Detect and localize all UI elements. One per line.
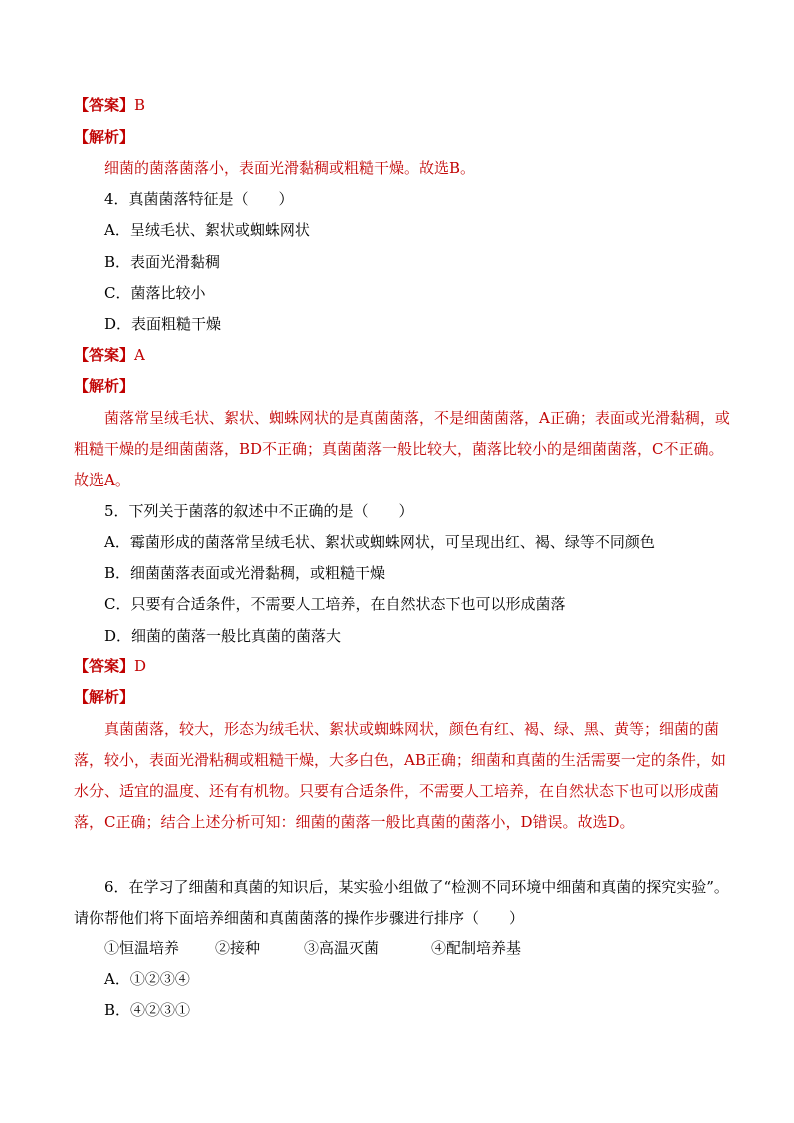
analysis-label: 【解析】 [74, 688, 135, 706]
q5-answer [74, 655, 146, 677]
q4-stem: 4．真菌菌落特征是（ ） [104, 190, 294, 208]
q5-option-c: C．只要有合适条件，不需要人工培养，在自然状态下也可以形成菌落 [104, 595, 566, 613]
q5-analysis-label [74, 686, 134, 708]
q5-option-b: B．细菌菌落表面或光滑黏稠，或粗糙干燥 [104, 564, 386, 582]
analysis-label: 【解析】 [74, 128, 135, 146]
q6-step-3: ③高温灭菌 [304, 939, 380, 957]
answer-label: 【答案】 [74, 96, 135, 114]
q4-option-d: D．表面粗糙干燥 [104, 315, 222, 333]
q6-option-b: B．④②③① [104, 1001, 191, 1019]
q4-option-c: C．菌落比较小 [104, 284, 206, 302]
q6-step-1: ①恒温培养 [104, 939, 180, 957]
q4-analysis-text: 菌落常呈绒毛状、絮状、蜘蛛网状的是真菌菌落，不是细菌菌落，A正确；表面或光滑黏稠，或粗糙干燥的是细菌菌落，BD不正确；真菌菌落一般比较大，菌落比较小的是细菌菌落，C不正确。故选A。 [74, 409, 730, 489]
q6-stem: 6．在学习了细菌和真菌的知识后，某实验小组做了“检测不同环境中细菌和真菌的探究实验”。请你帮他们将下面培养细菌和真菌菌落的操作步骤进行排序（ ） [74, 878, 729, 927]
q5-option-a: A．霉菌形成的菌落常呈绒毛状、絮状或蜘蛛网状，可呈现出红、褐、绿等不同颜色 [104, 533, 655, 551]
analysis-label: 【解析】 [74, 377, 135, 395]
answer-value: D [134, 657, 147, 675]
q6-option-a: A．①②③④ [104, 970, 190, 988]
q6-steps [104, 937, 521, 959]
q5-analysis-text: 真菌菌落，较大，形态为绒毛状、絮状或蜘蛛网状，颜色有红、褐、绿、黑、黄等；细菌的菌落，较小，表面光滑粘稠或粗糙干燥，大多白色，AB正确；细菌和真菌的生活需要一定的条件，如水分、适宜的温度、还有有机物。只要有合适条件，不需要人工培养，在自然状态下也可以形成菌落，C正确；结合上述分析可知：细菌的菌落一般比真菌的菌落小，D错误。故选D。 [74, 720, 726, 831]
answer-label: 【答案】 [74, 657, 135, 675]
q6-step-4: ④配制培养基 [431, 939, 522, 957]
q6-step-2: ②接种 [215, 939, 261, 957]
answer-value: A [134, 346, 145, 364]
q4-option-b: B．表面光滑黏稠 [104, 253, 221, 271]
q3-analysis-label [74, 126, 134, 148]
q3-analysis-text: 细菌的菌落菌落小，表面光滑黏稠或粗糙干燥。故选B。 [104, 159, 476, 177]
q4-analysis-label [74, 375, 134, 397]
q5-stem: 5．下列关于菌落的叙述中不正确的是（ ） [104, 502, 414, 520]
q5-option-d: D．细菌的菌落一般比真菌的菌落大 [104, 627, 342, 645]
answer-value: B [134, 96, 146, 114]
q3-answer [74, 94, 145, 116]
q4-answer [74, 344, 145, 366]
answer-label: 【答案】 [74, 346, 135, 364]
q4-option-a: A．呈绒毛状、絮状或蜘蛛网状 [104, 221, 310, 239]
